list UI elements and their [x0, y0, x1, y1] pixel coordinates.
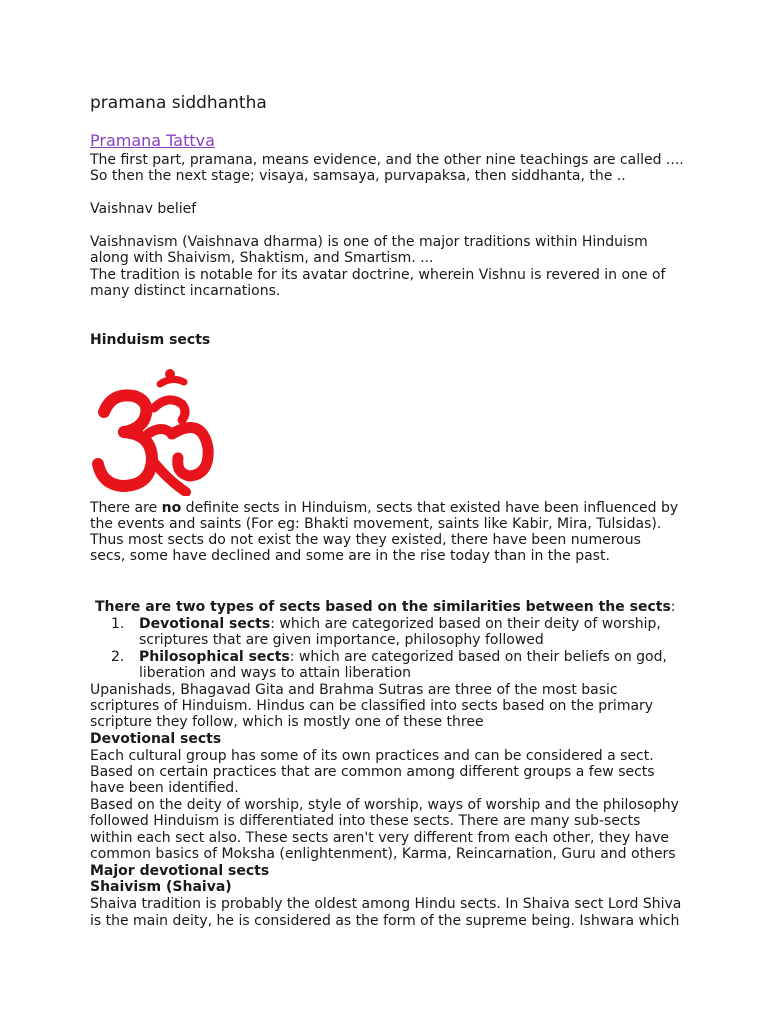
paragraph-line: scripture they follow, which is mostly one of these three	[90, 714, 484, 730]
list-item	[111, 649, 667, 666]
heading-colon: :	[670, 599, 676, 615]
paragraph-line: is the main deity, he is considered as the form of the supreme being. Ishwara which	[90, 913, 680, 929]
devotional-sects-heading: Devotional sects	[90, 731, 222, 747]
list-item-text: : which are categorized based on their deity of worship,	[270, 616, 661, 632]
shaivism-heading: Shaivism (Shaiva)	[90, 879, 232, 895]
paragraph-line: along with Shaivism, Shaktism, and Smartism. ...	[90, 250, 434, 266]
paragraph-line: secs, some have declined and some are in the rise today than in the past.	[90, 548, 610, 564]
paragraph-line: The tradition is notable for its avatar doctrine, wherein Vishnu is revered in one of	[90, 267, 666, 283]
om-symbol-icon	[90, 368, 214, 496]
vaishnav-heading: Vaishnav belief	[90, 201, 197, 217]
paragraph-line: the events and saints (For eg: Bhakti movement, saints like Kabir, Mira, Tulsidas).	[90, 516, 662, 532]
paragraph-line: Shaiva tradition is probably the oldest among Hindu sects. In Shaiva sect Lord Shiva	[90, 896, 682, 912]
heading-text: There are two types of sects based on the similarities between the sects	[95, 599, 671, 615]
text-run: definite sects in Hinduism, sects that existed have been influenced by	[181, 500, 679, 516]
paragraph-line: Vaishnavism (Vaishnava dharma) is one of the major traditions within Hinduism	[90, 234, 648, 250]
list-item-text: : which are categorized based on their beliefs on god,	[289, 649, 667, 665]
paragraph-line: Thus most sects do not exist the way they existed, there have been numerous	[90, 532, 641, 548]
paragraph-line: scriptures of Hinduism. Hindus can be classified into sects based on the primary	[90, 698, 654, 714]
list-number: 1.	[111, 616, 125, 632]
list-item-title: Devotional sects	[139, 616, 271, 632]
pramana-tattva-link[interactable]: Pramana Tattva	[90, 131, 215, 150]
paragraph-line: followed Hinduism is differentiated into these sects. There are many sub-sects	[90, 813, 641, 829]
text-run: There are	[90, 500, 162, 516]
major-devotional-heading: Major devotional sects	[90, 863, 270, 879]
paragraph-line: So then the next stage; visaya, samsaya, purvapaksa, then siddhanta, the ..	[90, 168, 626, 184]
paragraph-line: The first part, pramana, means evidence, and the other nine teachings are called ....	[90, 152, 684, 168]
list-item-continuation: scriptures that are given importance, philosophy followed	[139, 632, 544, 648]
two-types-heading	[95, 599, 676, 616]
list-item-continuation: liberation and ways to attain liberation	[139, 665, 412, 681]
paragraph-line	[90, 500, 678, 517]
page-title: pramana siddhantha	[90, 93, 267, 113]
paragraph-line: common basics of Moksha (enlightenment), Karma, Reincarnation, Guru and others	[90, 846, 676, 862]
paragraph-line: have been identified.	[90, 780, 239, 796]
paragraph-line: Each cultural group has some of its own practices and can be considered a sect.	[90, 748, 654, 764]
paragraph-line: many distinct incarnations.	[90, 283, 281, 299]
paragraph-line: Based on the deity of worship, style of worship, ways of worship and the philosophy	[90, 797, 679, 813]
list-item	[111, 616, 661, 633]
paragraph-line: Upanishads, Bhagavad Gita and Brahma Sutras are three of the most basic	[90, 682, 618, 698]
list-number: 2.	[111, 649, 125, 665]
sects-heading: Hinduism sects	[90, 332, 211, 348]
emphasis-no: no	[161, 500, 182, 516]
paragraph-line: within each sect also. These sects aren't very different from each other, they have	[90, 830, 669, 846]
list-item-title: Philosophical sects	[139, 649, 290, 665]
paragraph-line: Based on certain practices that are common among different groups a few sects	[90, 764, 655, 780]
